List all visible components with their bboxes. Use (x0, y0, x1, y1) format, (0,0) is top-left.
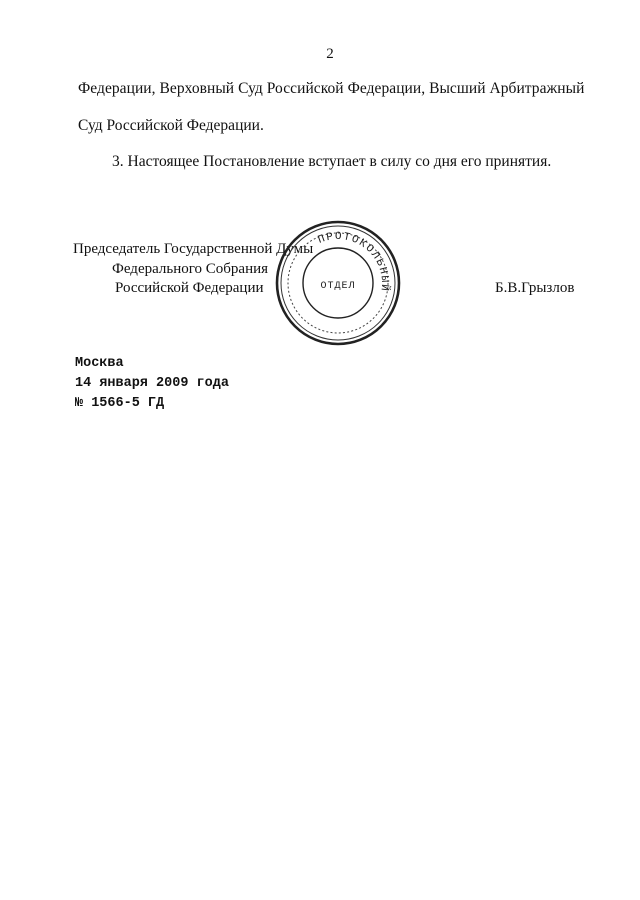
svg-text:ПРОТОКОЛЬНЫЙ: ПРОТОКОЛЬНЫЙ (316, 230, 391, 293)
paragraph-1-line-1: Федерации, Верховный Суд Российской Федерации, Высший Арбитражный (78, 80, 585, 97)
signatory-position-line-1: Председатель Государственной Думы (73, 241, 314, 257)
signatory-position-line-2: Федерального Собрания (112, 261, 269, 277)
page-number: 2 (326, 46, 334, 62)
official-seal-stamp (273, 218, 403, 348)
paragraph-1-line-2: Суд Российской Федерации. (78, 117, 264, 134)
document-date: 14 января 2009 года (75, 376, 229, 391)
document-city: Москва (75, 356, 124, 371)
stamp-center-text: ОТДЕЛ (320, 281, 356, 292)
signatory-name: Б.В.Грызлов (495, 280, 575, 296)
paragraph-2: 3. Настоящее Постановление вступает в силу со дня его принятия. (112, 153, 552, 170)
signatory-position-line-3: Российской Федерации (115, 280, 264, 296)
document-number: № 1566-5 ГД (75, 396, 165, 411)
